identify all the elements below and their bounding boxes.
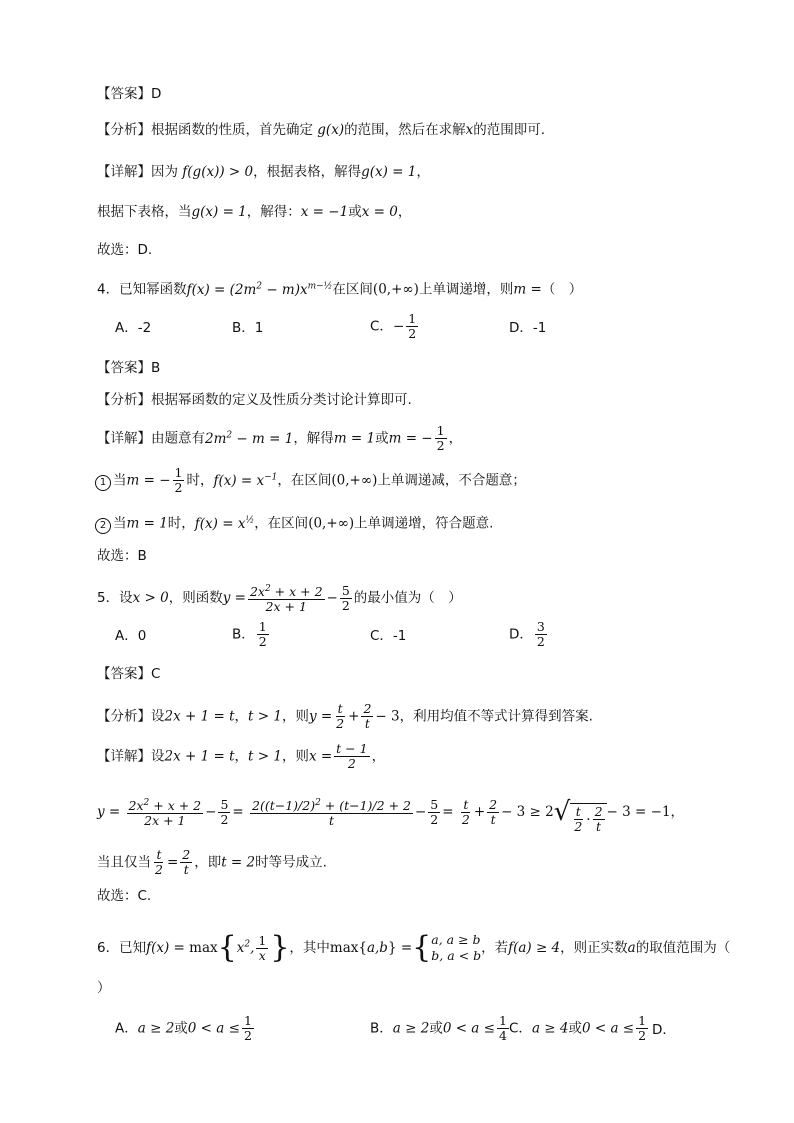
text: 的范围，然后在求解 <box>344 122 466 138</box>
formula: f(a) ≥ 4 <box>508 940 561 956</box>
q4-stem <box>97 276 582 300</box>
formula: $\frac{t}{2}$ · $\frac{2}{t}$ <box>570 803 606 834</box>
text: ，利用均值不等式计算得到答案. <box>399 708 593 725</box>
text: D． <box>652 1022 676 1038</box>
q4-case-2 <box>95 510 493 534</box>
text: ， <box>397 204 412 220</box>
formula: m = 1 <box>333 430 376 447</box>
formula: $f(x) = x^{\frac{1}{2}}$ <box>194 515 255 532</box>
formula: a <box>627 940 636 956</box>
circled-one-icon: 1 <box>95 475 111 491</box>
formula: − <box>392 318 405 335</box>
analysis-tag: 【分析】 <box>97 708 151 725</box>
text: D．-1 <box>509 320 547 336</box>
formula: − <box>414 804 427 821</box>
brace-icon: { <box>217 930 237 965</box>
text: 当 <box>113 472 127 489</box>
q5-answer <box>97 664 160 684</box>
formula: $\frac{2((t-1)/2)^2 + (t-1)/2 + 2}{t}$ <box>252 798 411 829</box>
formula: + <box>348 708 360 725</box>
formula: x <box>465 122 474 138</box>
formula: max <box>189 940 218 956</box>
q4-analysis <box>97 390 412 410</box>
text: 4．已知幂函数 <box>97 281 187 298</box>
text: ，在区间 <box>277 472 332 489</box>
formula: − 3 ≥ 2 <box>501 804 554 821</box>
text: 故选：D. <box>97 242 153 258</box>
text: 上单调递增，则 <box>418 281 514 298</box>
text: B． <box>232 626 255 643</box>
q5-option-c <box>370 626 406 646</box>
q3-detail-2 <box>97 202 411 222</box>
text: 因为 <box>151 164 178 180</box>
q6-stem <box>97 932 730 964</box>
text: ，根据表格，解得 <box>253 164 362 180</box>
q4-option-b <box>232 318 263 338</box>
formula: g(x) = 1 <box>361 164 417 180</box>
text: 设 <box>151 748 165 765</box>
formula: $\frac{1}{4}$ <box>498 1013 507 1043</box>
text: ， <box>670 804 685 821</box>
formula: (0,+∞) <box>372 281 419 298</box>
formula: $\frac{2x^2 + x + 2}{2x + 1}$ <box>128 798 202 829</box>
text: C． <box>370 318 393 335</box>
q4-detail <box>97 424 462 453</box>
text: A．-2 <box>115 320 152 336</box>
formula: $\frac{1}{x}$ <box>258 932 267 963</box>
q5-detail <box>97 742 385 771</box>
text: 时， <box>186 472 214 489</box>
formula: y = <box>97 804 121 821</box>
text: 的范围即可. <box>473 122 546 138</box>
formula: $f(x) = (2m^2 - m)x^{m-\frac{1}{2}}$ <box>186 281 333 298</box>
text: 当且仅当 <box>97 854 151 871</box>
text: 或 <box>174 1020 188 1037</box>
text: 上单调递减，不合题意； <box>377 472 526 489</box>
text: C．-1 <box>370 628 407 644</box>
formula: $\frac{2}{t}$ <box>182 847 191 877</box>
formula: f(x) = <box>146 940 190 956</box>
formula: 2x + 1 = t <box>164 748 235 765</box>
text: ，则 <box>281 748 309 765</box>
formula: $\frac{3}{2}$ <box>536 619 545 649</box>
formula: − 3 <box>375 708 400 725</box>
q3-detail <box>97 162 430 182</box>
formula: $\frac{5}{2}$ <box>430 796 439 827</box>
q5-condition <box>97 848 327 877</box>
formula: + <box>473 804 486 821</box>
formula: $\frac{1}{2}$ <box>174 465 183 495</box>
brace-icon: } <box>270 930 290 965</box>
formula: $2m^2 - m = 1$ <box>205 430 294 447</box>
analysis-tag: 【分析】 <box>97 392 151 408</box>
q3-answer <box>97 84 161 104</box>
text: 由题意有 <box>151 430 205 447</box>
formula: ， <box>234 748 249 765</box>
q6-option-c <box>509 1014 650 1043</box>
text: 根据函数的性质，首先确定 <box>151 122 313 138</box>
formula: $\frac{5}{2}$ <box>220 796 229 827</box>
formula: (0,+∞) <box>331 472 378 489</box>
text: 当 <box>113 515 127 532</box>
text: 时等号成立. <box>255 854 327 871</box>
q5-option-a <box>115 626 146 646</box>
text: 6．已知 <box>97 940 147 956</box>
q6-option-a <box>115 1014 256 1043</box>
q5-equation <box>97 796 684 834</box>
answer-value: C <box>151 666 161 682</box>
formula: f(g(x)) > 0 <box>178 164 254 180</box>
text: 或 <box>568 1020 582 1037</box>
answer-value: B <box>151 360 161 376</box>
formula: − <box>326 590 338 607</box>
text: ，解得 <box>293 430 334 447</box>
formula: x = 0 <box>361 204 398 220</box>
text: A．0 <box>115 628 147 644</box>
formula: $\frac{t}{2}$ <box>461 796 470 827</box>
formula: } = <box>387 940 413 956</box>
text: 的最小值为（ ） <box>353 590 462 607</box>
sqrt-icon: √ <box>553 797 571 828</box>
q5-stem <box>97 582 462 614</box>
text: （ ） <box>541 281 583 298</box>
analysis-tag: 【分析】 <box>97 122 151 138</box>
text: 上单调递增，符合题意. <box>354 515 494 532</box>
text: 在区间 <box>332 281 373 298</box>
formula: y = <box>222 590 246 607</box>
text: 故选：C. <box>97 888 152 904</box>
text: ，在区间 <box>254 515 309 532</box>
circled-two-icon: 2 <box>95 518 111 534</box>
formula: = <box>442 804 454 821</box>
formula: $\frac{1}{2}$ <box>436 423 445 453</box>
q5-option-b <box>232 620 271 649</box>
answer-value: D <box>151 86 162 102</box>
formula: y = <box>308 708 333 725</box>
q5-analysis <box>97 702 593 731</box>
answer-tag: 【答案】 <box>97 666 151 682</box>
formula: $\frac{1}{2}$ <box>408 311 417 341</box>
formula: $\frac{t}{2}$ <box>336 701 345 731</box>
formula: ， <box>234 708 249 725</box>
text: 根据下表格，当 <box>97 204 192 220</box>
text: ，解得： <box>246 204 301 220</box>
text: 时， <box>167 515 195 532</box>
detail-tag: 【详解】 <box>97 748 151 765</box>
text: A． <box>115 1020 138 1037</box>
formula: $\frac{2}{t}$ <box>363 701 372 731</box>
formula: a ≥ 2 <box>137 1020 175 1037</box>
formula: a, a ≥ b b, a < b <box>431 932 482 963</box>
text: 根据幂函数的定义及性质分类讨论计算即可. <box>151 392 412 408</box>
formula: $\frac{5}{2}$ <box>341 582 350 613</box>
formula: $\frac{t}{2}$ <box>155 847 163 877</box>
text: D． <box>509 626 533 643</box>
formula: = <box>232 804 244 821</box>
text: B． <box>370 1020 393 1037</box>
text: ，即 <box>194 854 222 871</box>
formula: 2x + 1 = t <box>164 708 235 725</box>
detail-tag: 【详解】 <box>97 164 151 180</box>
formula: $\frac{1}{2}$ <box>258 619 267 649</box>
formula: $\frac{t - 1}{2}$ <box>336 741 368 771</box>
text: 或 <box>348 204 362 220</box>
formula: $\frac{1}{2}$ <box>638 1013 647 1043</box>
q3-analysis <box>97 120 545 140</box>
formula: $\frac{1}{2}$ <box>243 1013 252 1043</box>
q4-case-1 <box>95 466 526 495</box>
formula: m = 1 <box>126 515 168 532</box>
brace-icon: { <box>412 930 432 965</box>
formula: − 3 = −1 <box>606 804 671 821</box>
q4-option-c <box>370 312 420 341</box>
q6-stem-cont <box>97 978 111 998</box>
text: ，则函数 <box>168 590 223 607</box>
text: ， <box>416 164 430 180</box>
formula: = <box>166 854 179 871</box>
formula: a ≥ 4 <box>531 1020 569 1037</box>
q5-choose <box>97 886 151 906</box>
text: 故选：B <box>97 548 147 564</box>
q5-option-d <box>509 620 549 649</box>
text: ，若 <box>481 940 509 956</box>
formula: t = 2 <box>221 854 256 871</box>
q6-option-d <box>652 1020 676 1040</box>
formula: m = <box>513 281 542 298</box>
formula: $f(x) = x^{-1}$ <box>213 472 278 489</box>
formula: $\frac{2x^2 + x + 2}{2x + 1}$ <box>249 584 323 615</box>
formula: x = <box>308 748 333 765</box>
text: 或 <box>375 430 389 447</box>
detail-tag: 【详解】 <box>97 430 151 447</box>
formula: m = − <box>126 472 171 489</box>
answer-tag: 【答案】 <box>97 86 151 102</box>
formula: 0 < a ≤ <box>581 1020 635 1037</box>
q6-option-b <box>370 1014 511 1043</box>
formula: − <box>205 804 217 821</box>
text: B．1 <box>232 320 264 336</box>
text: 或 <box>429 1020 443 1037</box>
formula: g(x) <box>313 122 345 138</box>
formula: 0 < a ≤ <box>187 1020 240 1037</box>
formula: a ≥ 2 <box>392 1020 430 1037</box>
formula: (0,+∞) <box>308 515 355 532</box>
formula: a,b <box>366 940 388 956</box>
q4-option-a <box>115 318 151 338</box>
q4-answer <box>97 358 160 378</box>
text: C． <box>509 1020 532 1037</box>
formula: x = −1 <box>300 204 349 220</box>
formula: 0 < a ≤ <box>442 1020 495 1037</box>
formula: max{ <box>329 940 367 956</box>
formula: ， <box>371 748 386 765</box>
q3-choose <box>97 240 152 260</box>
text: 5．设 <box>97 590 133 607</box>
q4-option-d <box>509 318 546 338</box>
formula: t > 1 <box>248 708 282 725</box>
text: 设 <box>151 708 165 725</box>
text: ，其中 <box>289 940 330 956</box>
formula: ，则 <box>281 708 309 725</box>
answer-tag: 【答案】 <box>97 360 151 376</box>
formula: t > 1 <box>248 748 282 765</box>
text: ） <box>97 980 111 996</box>
formula: ， <box>448 430 463 447</box>
formula: x > 0 <box>132 590 169 607</box>
q4-choose <box>97 546 147 566</box>
text: 的取值范围为（ <box>635 940 731 956</box>
formula: m = − <box>388 430 433 447</box>
formula: g(x) = 1 <box>191 204 247 220</box>
text: ，则正实数 <box>560 940 628 956</box>
formula: $\frac{2}{t}$ <box>489 796 498 827</box>
formula: $x^2$, <box>236 939 255 956</box>
